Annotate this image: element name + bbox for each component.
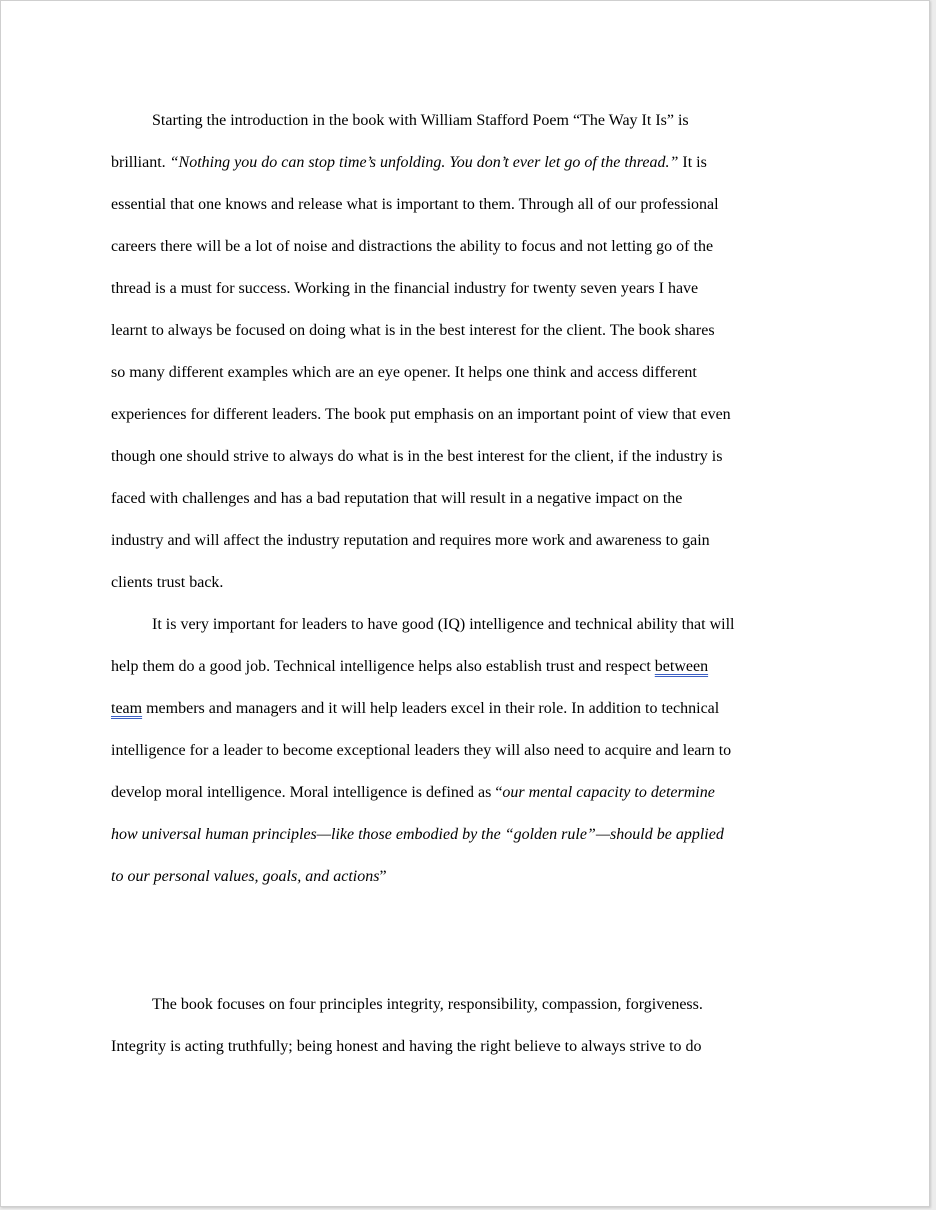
text-run: careers there will be a lot of noise and distractions the ability to focus and not letting go of the (111, 238, 714, 255)
text-line (111, 562, 827, 604)
text-run: clients trust back. (111, 574, 224, 591)
text-line (111, 856, 827, 898)
text-run: Integrity is acting truthfully; being honest and having the right believe to always strive to do (111, 1038, 702, 1055)
text-line (111, 310, 827, 352)
grammar-flagged-text: team (111, 700, 143, 717)
text-line (111, 478, 827, 520)
text-run: ” (379, 868, 387, 885)
text-run: Starting the introduction in the book with William Stafford Poem “The Way It Is” is (152, 112, 689, 129)
paragraph-1 (111, 100, 827, 604)
text-run: experiences for different leaders. The book put emphasis on an important point of view that even (111, 406, 731, 423)
text-line (111, 226, 827, 268)
paragraph-3 (111, 984, 827, 1068)
document-body[interactable] (111, 100, 827, 1068)
grammar-flagged-text: between (654, 658, 709, 675)
text-line (111, 100, 827, 142)
text-line (111, 772, 827, 814)
text-line (111, 352, 827, 394)
text-run: It is very important for leaders to have good (IQ) intelligence and technical ability that will (152, 616, 735, 633)
italic-text-run: how universal human principles—like those embodied by the “golden rule”—should be applied (111, 826, 724, 843)
italic-text-run: “Nothing you do can stop time’s unfolding. You don’t ever let go of the thread.” (169, 154, 679, 171)
text-run: learnt to always be focused on doing what is in the best interest for the client. The book shares (111, 322, 715, 339)
text-line (111, 268, 827, 310)
text-line (111, 184, 827, 226)
text-line (111, 814, 827, 856)
paragraph-2 (111, 604, 827, 898)
text-line (111, 646, 827, 688)
text-run: help them do a good job. Technical intelligence helps also establish trust and respect (111, 658, 655, 675)
text-line (111, 984, 827, 1026)
text-run: intelligence for a leader to become exceptional leaders they will also need to acquire and learn to (111, 742, 732, 759)
text-line (111, 394, 827, 436)
text-line (111, 604, 827, 646)
text-run: develop moral intelligence. Moral intelligence is defined as “ (111, 784, 503, 801)
text-line (111, 520, 827, 562)
text-line (111, 688, 827, 730)
text-run: though one should strive to always do what is in the best interest for the client, if the industry is (111, 448, 723, 465)
text-run: industry and will affect the industry reputation and requires more work and awareness to gain (111, 532, 710, 549)
text-line (111, 436, 827, 478)
text-run: essential that one knows and release what is important to them. Through all of our professional (111, 196, 719, 213)
italic-text-run: our mental capacity to determine (502, 784, 715, 801)
italic-text-run: to our personal values, goals, and actions (111, 868, 380, 885)
text-run: It is (678, 154, 707, 171)
text-run: thread is a must for success. Working in the financial industry for twenty seven years I have (111, 280, 699, 297)
text-run: so many different examples which are an eye opener. It helps one think and access different (111, 364, 697, 381)
text-run: brilliant. (111, 154, 170, 171)
text-run: faced with challenges and has a bad reputation that will result in a negative impact on the (111, 490, 683, 507)
text-line (111, 1026, 827, 1068)
text-run: members and managers and it will help leaders excel in their role. In addition to technical (142, 700, 720, 717)
paragraph-gap (111, 898, 827, 984)
text-run: The book focuses on four principles integrity, responsibility, compassion, forgiveness. (152, 996, 703, 1013)
text-line (111, 142, 827, 184)
text-line (111, 730, 827, 772)
